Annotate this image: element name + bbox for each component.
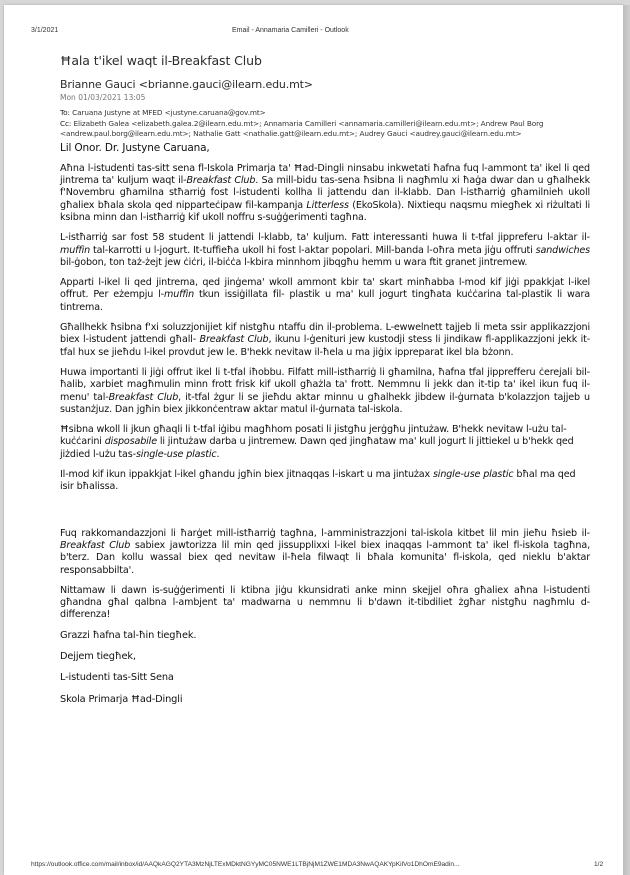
to-label: To: <box>60 108 70 117</box>
cc-label: Cc: <box>60 118 72 128</box>
page-edge <box>623 5 630 875</box>
cc-recipients: Elizabeth Galea <elizabeth.galea.2@ilearn.edu.mt>; Annamaria Camilleri <annamaria.camilleri@ilearn.edu.mt>; Andrew Paul Borg <andrew.paul.borg@ilearn.edu.mt>; Nathalie Gatt <nathalie.gatt@ilearn.edu.mt>; Audrey Gauci <audrey.gauci@ilearn.edu.mt> <box>60 118 544 138</box>
to-recipients: Caruana Justyne at MFED <justyne.caruana@gov.mt> <box>72 108 266 117</box>
thanks-line: Grazzi ħafna tal-ħin tiegħek. <box>60 629 197 641</box>
print-url: https://outlook.office.com/mail/inbox/id/AAQkAGQ2YTA3MzNjLTExMDktNGYyMC05NWE1LTBjNjM1ZWE1MDA3NwAQAKYpKilVo1DhOmE9adin... <box>31 861 460 868</box>
cc-line <box>60 119 590 140</box>
print-title: Email - Annamaria Camilleri - Outlook <box>232 27 349 34</box>
email-sender: Brianne Gauci <brianne.gauci@ilearn.edu.mt> <box>60 78 313 91</box>
signature-line-2: Skola Primarja Ħad-Dingli <box>60 693 183 705</box>
print-header <box>4 27 623 39</box>
email-sent-date: Mon 01/03/2021 13:05 <box>60 93 146 102</box>
paragraph-9: Nittamaw li dawn is-suġġerimenti li ktibna jiġu kkunsidrati anke minn skejjel oħra għaliex aħna l-istudenti għandna għal qalbna l-ambjent ta' madwarna u nemmnu li b'dawn it-tibdiliet żgħar nistgħu nagħmlu d-differenza! <box>60 584 590 621</box>
printed-page <box>4 5 623 875</box>
email-body <box>60 142 590 706</box>
page-number: 1/2 <box>594 861 604 868</box>
to-line <box>60 108 590 119</box>
paragraph-5: Huwa importanti li jiġi offrut ikel li t-tfal iħobbu. Filfatt mill-istħarriġ li għamilna, ħafna tfal jipprefferu ċerejali bil-ħalib, xarbiet magħmulin minn frott frisk kif ukoll għażla ta' frott. Nemmnu li jekk dan it-tip ta' ikel ikun fuq il-menu' tal-Breakfast Club, it-tfal żgur li se jieħdu aktar minnu u għalhekk jibdew il-ġurnata b'kolazzjon tajjeb u sustanżjuz. Dan jgħin biex jikkonċentraw aktar matul il-ġurnata tal-iskola. <box>60 366 590 415</box>
paragraph-4: Għallhekk ħsibna f'xi soluzzjonijiet kif nistgħu ntaffu din il-problema. L-ewwelnett tajjeb li meta ssir applikazzjoni biex l-istudent jattendi għall- Breakfast Club, ikunu l-ġenituri jew kustodji stess li jindikaw fl-applikazzjoni jekk it-tfal hux se jieħdu l-ikel provdut jew le. B'hekk nevitaw il-ħela u ma jiġix ippreparat ikel bla bżonn. <box>60 322 591 358</box>
paragraph-8: Fuq rakkomandazzjoni li ħarġet mill-istħarriġ tagħna, l-amministrazzjoni tal-iskola kitbet lil min jieħu ħsieb il-Breakfast Club sabiex jawtorizza lil min qed jissupplixxi l-ikel biex inaqqas l-ammont ta' ikel fl-iskola tagħna, b'terz. Dan kollu wassal biex qed nevitaw il-ħela filwaqt li bħala komunita' fl-iskola, qed nieklu b'aktar responsabbilta'. <box>60 527 590 576</box>
paragraph-2: L-istħarriġ sar fost 58 student li jattendi l-klabb, ta' kuljum. Fatt interessanti huwa li t-tfal jippreferu l-aktar il-muffin tal-karrotti u l-jogurt. It-tuffieħa ukoll hi fost l-aktar popolari. Mill-banda l-oħra meta jiġu offruti sandwiches bil-ġobon, ton taż-żejt jew ċiċri, il-biċċa l-kbira minnhom jibqgħu hemm u wara ftit granet jintremew. <box>60 232 590 268</box>
signature-line-1: L-istudenti tas-Sitt Sena <box>60 672 174 684</box>
paragraph-1: Aħna l-istudenti tas-sitt sena fl-Iskola Primarja ta' Ħad-Dingli ninsabu inkwetati ħafna fuq l-ammont ta' ikel li qed jintrema ta' kuljum waqt il-Breakfast Club. Sa mill-bidu tas-sena ħsibna li nagħmlu xi ħaġa dwar dan u għalhekk f'Novembru għamilna stħarriġ fost l-istudenti kollha li jattendu dan il-klabb. Dan l-istħarriġ għamilnieh ukoll għaliex bħala skola qed nipparteċipaw fil-kampanja Litterless (EkoSkola). Nixtiequ naqsmu miegħek xi riżultati li ksibna minn dan l-istħarriġ kif ukoll noffru s-suġġerimenti tagħna. <box>60 162 590 223</box>
paragraph-3: Apparti l-ikel li qed jintrema, qed jinġema' wkoll ammont kbir ta' skart minħabba l-mod kif jiġi ppakkjat l-ikel offrut. Per eżempju l-muffin tkun issiġillata fil- plastik u ma' kull jogurt tingħata kuċċarina tal-plastik li wara tintrema. <box>60 277 591 313</box>
email-recipients <box>60 108 590 140</box>
spacer <box>60 502 590 528</box>
email-subject: Ħala t'ikel waqt il-Breakfast Club <box>60 53 262 68</box>
signoff-line: Dejjem tiegħek, <box>60 651 136 662</box>
paragraph-6: Ħsibna wkoll li jkun għaqli li t-tfal iġibu magħhom posati li jistgħu jerġgħu jintużaw. B'hekk nevitaw l-użu tal-kuċċarini disposabile li jintużaw darba u jintremew. Dawn qed jingħataw ma' kull jogurt li jittiekel u b'hekk qed jiżdied l-użu tas-single-use plastic. <box>60 424 574 460</box>
email-message <box>60 53 590 715</box>
greeting: Lil Onor. Dr. Justyne Caruana, <box>60 141 210 154</box>
print-date: 3/1/2021 <box>31 27 59 34</box>
paragraph-7: Il-mod kif ikun ippakkjat l-ikel għandu jgħin biex jitnaqqas l-iskart u ma jintużax single-use plastic bħal ma qed isir bħalissa. <box>60 469 576 493</box>
